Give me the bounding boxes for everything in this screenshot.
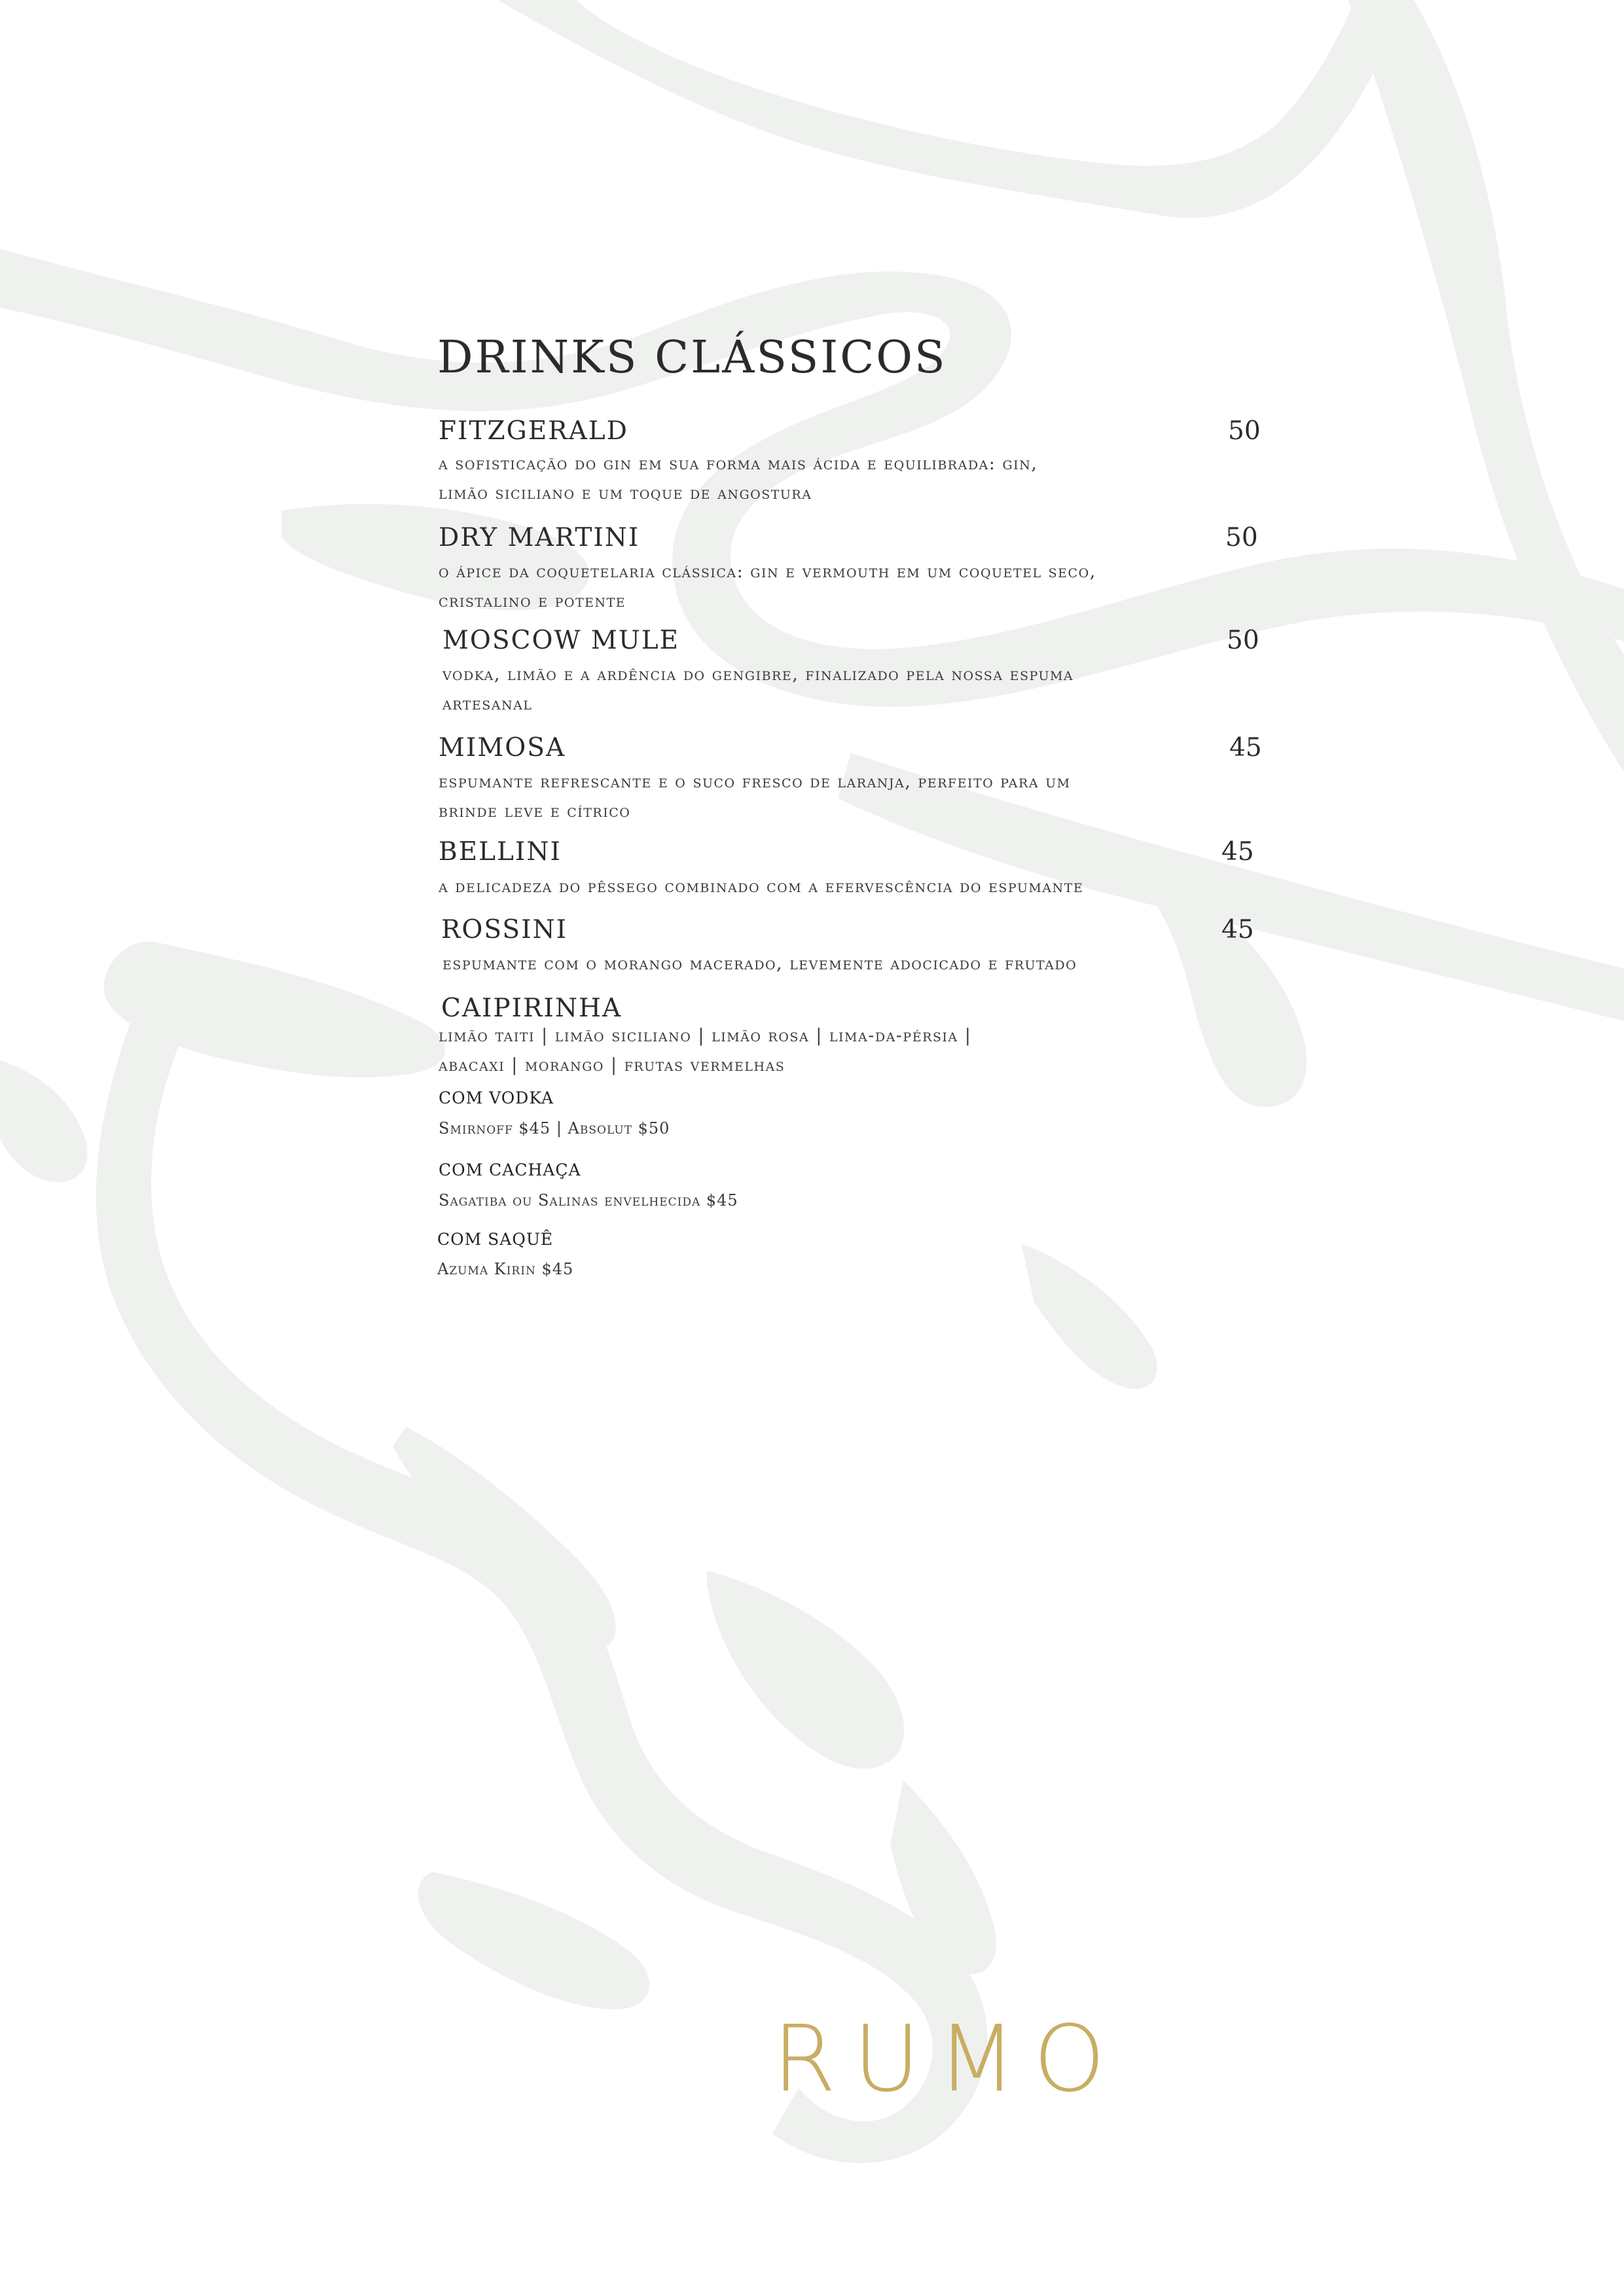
item-description-dry-martini: o ápice da coquetelaria clássica: gin e vermouth em um coquetel seco, cristalino e potente bbox=[439, 562, 1096, 611]
subsection-detail-saque: Azuma Kirin $45 bbox=[437, 1260, 574, 1278]
item-description-rossini: espumante com o morango macerado, levemente adocicado e frutado bbox=[442, 954, 1077, 974]
item-price-moscow-mule: 50 bbox=[1227, 626, 1259, 655]
item-name-rossini: ROSSINI bbox=[441, 915, 568, 944]
section-title: DRINKS CLÁSSICOS bbox=[437, 332, 947, 384]
item-description-mimosa: espumante refrescante e o suco fresco de laranja, perfeito para um brinde leve e cítrico bbox=[439, 772, 1071, 821]
subsection-title-vodka: COM VODKA bbox=[439, 1088, 554, 1107]
item-price-dry-martini: 50 bbox=[1225, 523, 1258, 552]
item-price-mimosa: 45 bbox=[1229, 733, 1262, 762]
item-description-bellini: a delicadeza do pêssego combinado com a efervescência do espumante bbox=[439, 876, 1084, 897]
subsection-title-saque: COM SAQUÊ bbox=[437, 1230, 554, 1249]
item-price-rossini: 45 bbox=[1221, 915, 1254, 944]
item-name-fitzgerald: FITZGERALD bbox=[439, 416, 628, 446]
item-price-fitzgerald: 50 bbox=[1228, 416, 1261, 446]
item-name-dry-martini: DRY MARTINI bbox=[439, 523, 640, 552]
subsection-detail-vodka: Smirnoff $45 | Absolut $50 bbox=[439, 1119, 670, 1138]
item-name-bellini: BELLINI bbox=[439, 837, 562, 867]
item-description-moscow-mule: vodka, limão e a ardência do gengibre, finalizado pela nossa espuma artesanal bbox=[442, 664, 1074, 714]
item-description-fitzgerald: a sofisticação do gin em sua forma mais ácida e equilibrada: gin, limão siciliano e um toque de angostura bbox=[439, 454, 1038, 503]
item-name-caipirinha: CAIPIRINHA bbox=[441, 994, 623, 1023]
item-name-moscow-mule: MOSCOW MULE bbox=[442, 626, 680, 655]
brand-logo: RUMO bbox=[772, 2006, 1123, 2113]
item-description-caipirinha: limão taiti | limão siciliano | limão rosa | lima-da-pérsia | abacaxi | morango | frutas vermelhas bbox=[439, 1026, 972, 1075]
item-price-bellini: 45 bbox=[1221, 837, 1254, 867]
subsection-detail-cachaca: Sagatiba ou Salinas envelhecida $45 bbox=[439, 1191, 738, 1210]
subsection-title-cachaca: COM CACHAÇA bbox=[439, 1160, 581, 1179]
item-name-mimosa: MIMOSA bbox=[439, 733, 566, 762]
